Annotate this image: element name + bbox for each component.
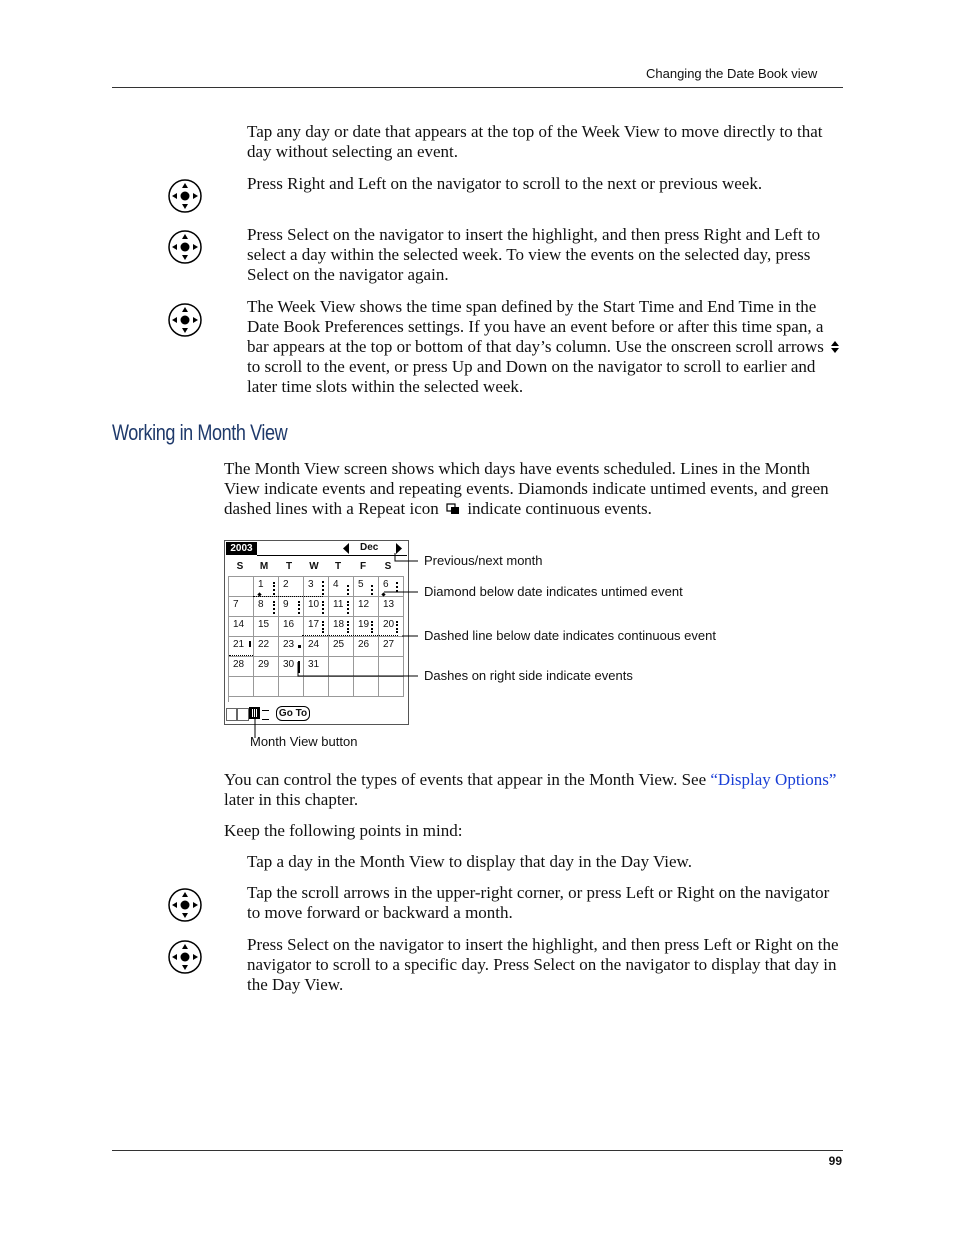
month-intro-text-end: indicate continuous events. — [467, 499, 652, 518]
display-options-link[interactable]: “Display Options” — [710, 770, 837, 789]
calendar-day-number: 1 — [258, 579, 264, 590]
day-of-week-label: S — [384, 561, 392, 572]
calendar-day-number: 22 — [258, 639, 270, 650]
calendar-day-number: 25 — [333, 639, 345, 650]
month-label: Dec — [360, 542, 379, 553]
calendar-day-number: 3 — [308, 579, 314, 590]
month-intro-text: The Month View screen shows which days have events scheduled. Lines in the Month View indicate events and repeating events. Diamonds indicate untimed events, and green dashed lines with a Repeat icon — [224, 459, 829, 518]
calendar-day-number: 8 — [258, 599, 264, 610]
calendar-day-number: 24 — [308, 639, 320, 650]
callout-diamond: Diamond below date indicates untimed event — [424, 584, 683, 599]
calendar-day-number: 6 — [383, 579, 389, 590]
calendar-day-number: 21 — [233, 639, 245, 650]
calendar-day-number: 17 — [308, 619, 320, 630]
calendar-day-number: 19 — [358, 619, 370, 630]
calendar-day-number: 12 — [358, 599, 370, 610]
week-nav-item-2: Press Select on the navigator to insert the highlight, and then press Right and Left to select a day within the selected week. To view the events on the selected day, press Select on the navigator again. — [247, 225, 821, 284]
day-of-week-label: M — [259, 561, 269, 572]
calendar-day-number: 23 — [283, 639, 295, 650]
week-view-timespan-text: The Week View shows the time span defined by the Start Time and End Time in the Date Book Preferences settings. If you have an event before or after this time span, a bar appears at the top or bottom of that day’s column. Use the onscreen scroll arrows — [247, 297, 824, 356]
navigator-icon — [167, 887, 203, 923]
calendar-day-number: 16 — [283, 619, 295, 630]
calendar-day-number: 28 — [233, 659, 245, 670]
control-text: You can control the types of events that appear in the Month View. See — [224, 770, 711, 789]
calendar-day-number: 5 — [358, 579, 364, 590]
day-of-week-label: T — [285, 561, 293, 572]
page-number: 99 — [828, 1154, 842, 1168]
running-header: Changing the Date Book view — [646, 66, 818, 81]
calendar-day-number: 9 — [283, 599, 289, 610]
calendar-day-number: 15 — [258, 619, 270, 630]
year-badge: 2003 — [226, 542, 257, 555]
tap-day-text: Tap a day in the Month View to display that day in the Day View. — [247, 852, 692, 871]
calendar-day-number: 10 — [308, 599, 320, 610]
calendar-day-number: 11 — [333, 599, 344, 610]
day-of-week-label: W — [309, 561, 319, 572]
week-nav-item-1: Press Right and Left on the navigator to scroll to the next or previous week. — [247, 174, 763, 193]
calendar-day-number: 4 — [333, 579, 339, 590]
calendar-day-number: 31 — [308, 659, 320, 670]
calendar-day-number: 13 — [383, 599, 395, 610]
month-nav-item-2: Press Select on the navigator to insert the highlight, and then press Left or Right on the navigator to scroll to a specific day. Press Select on the navigator to display that day in the Day View. — [247, 935, 839, 994]
day-of-week-label: F — [359, 561, 367, 572]
control-paragraph — [224, 770, 843, 810]
week-view-intro: Tap any day or date that appears at the top of the Week View to move directly to that day without selecting an event. — [247, 122, 823, 161]
callout-dashed: Dashed line below date indicates continuous event — [424, 628, 716, 643]
keep-in-mind: Keep the following points in mind: — [224, 821, 463, 840]
day-of-week-label: S — [236, 561, 244, 572]
control-text-end: later in this chapter. — [224, 790, 359, 809]
month-nav-item-1: Tap the scroll arrows in the upper-right corner, or press Left or Right on the navigator to move forward or backward a month. — [247, 883, 830, 922]
day-of-week-label: T — [334, 561, 342, 572]
calendar-day-number: 27 — [383, 639, 395, 650]
calendar-day-number: 30 — [283, 659, 295, 670]
callout-dashes-right: Dashes on right side indicate events — [424, 668, 633, 683]
footer-rule — [112, 1150, 843, 1151]
calendar-day-number: 7 — [233, 599, 239, 610]
calendar-day-number: 18 — [333, 619, 345, 630]
calendar-day-number: 2 — [283, 579, 289, 590]
section-title: Working in Month View — [112, 420, 288, 445]
callout-prev-next: Previous/next month — [424, 553, 543, 568]
calendar-day-number: 29 — [258, 659, 270, 670]
calendar-day-number: 26 — [358, 639, 370, 650]
week-view-scroll-text: to scroll to the event, or press Up and Down on the navigator to scroll to earlier and later time slots within the selected week. — [247, 357, 816, 396]
calendar-day-number: 14 — [233, 619, 245, 630]
calendar-day-number: 20 — [383, 619, 395, 630]
navigator-icon — [167, 939, 203, 975]
callout-month-button: Month View button — [250, 734, 358, 749]
go-to-button[interactable]: Go To — [276, 706, 310, 721]
